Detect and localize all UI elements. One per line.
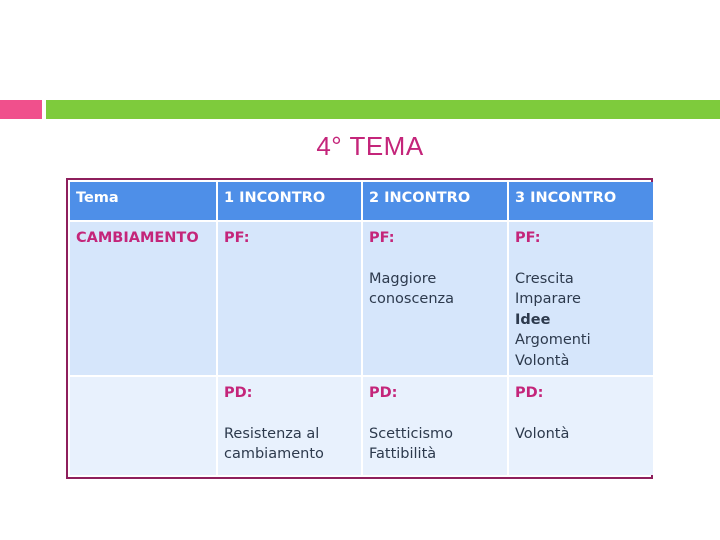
cell-line: Scetticismo — [369, 425, 454, 442]
cell-pd-incontro-3 — [509, 377, 653, 475]
cell-head: PF: — [515, 230, 541, 246]
cell-pd-incontro-2 — [363, 377, 509, 475]
cell-line: Maggiore — [369, 270, 437, 287]
cell-line: Resistenza al — [224, 425, 320, 442]
header-incontro-3: 3 INCONTRO — [509, 182, 653, 222]
cell-line: Crescita — [515, 270, 574, 287]
cell-line: conoscenza — [369, 291, 455, 307]
theme-table-frame — [66, 178, 653, 479]
cell-pf-incontro-3 — [509, 222, 653, 377]
header-tema: Tema — [70, 182, 218, 222]
cell-line: Imparare — [515, 291, 581, 307]
row-label-cambiamento: CAMBIAMENTO — [70, 222, 218, 377]
table-row-pf — [70, 222, 653, 377]
table-header-row — [70, 182, 653, 222]
cell-line: Idee — [515, 311, 551, 328]
cell-pf-incontro-1 — [218, 222, 363, 377]
cell-head: PD: — [224, 385, 253, 401]
accent-bar-green — [46, 100, 720, 119]
theme-table — [70, 182, 653, 475]
row-label-empty — [70, 377, 218, 475]
cell-head: PD: — [515, 385, 544, 401]
cell-line: Fattibilità — [369, 446, 437, 462]
cell-line: Argomenti — [515, 332, 591, 348]
cell-pd-incontro-1 — [218, 377, 363, 475]
slide-title: 4° TEMA — [316, 131, 424, 161]
table-row-pd — [70, 377, 653, 475]
cell-line: Volontà — [515, 352, 570, 369]
header-incontro-2: 2 INCONTRO — [363, 182, 509, 222]
cell-head: PF: — [224, 230, 250, 246]
cell-line: cambiamento — [224, 446, 324, 462]
cell-line: Volontà — [515, 425, 570, 442]
cell-head: PF: — [369, 230, 395, 246]
cell-head: PD: — [369, 385, 398, 401]
accent-bar-pink — [0, 100, 42, 119]
header-incontro-1: 1 INCONTRO — [218, 182, 363, 222]
cell-pf-incontro-2 — [363, 222, 509, 377]
